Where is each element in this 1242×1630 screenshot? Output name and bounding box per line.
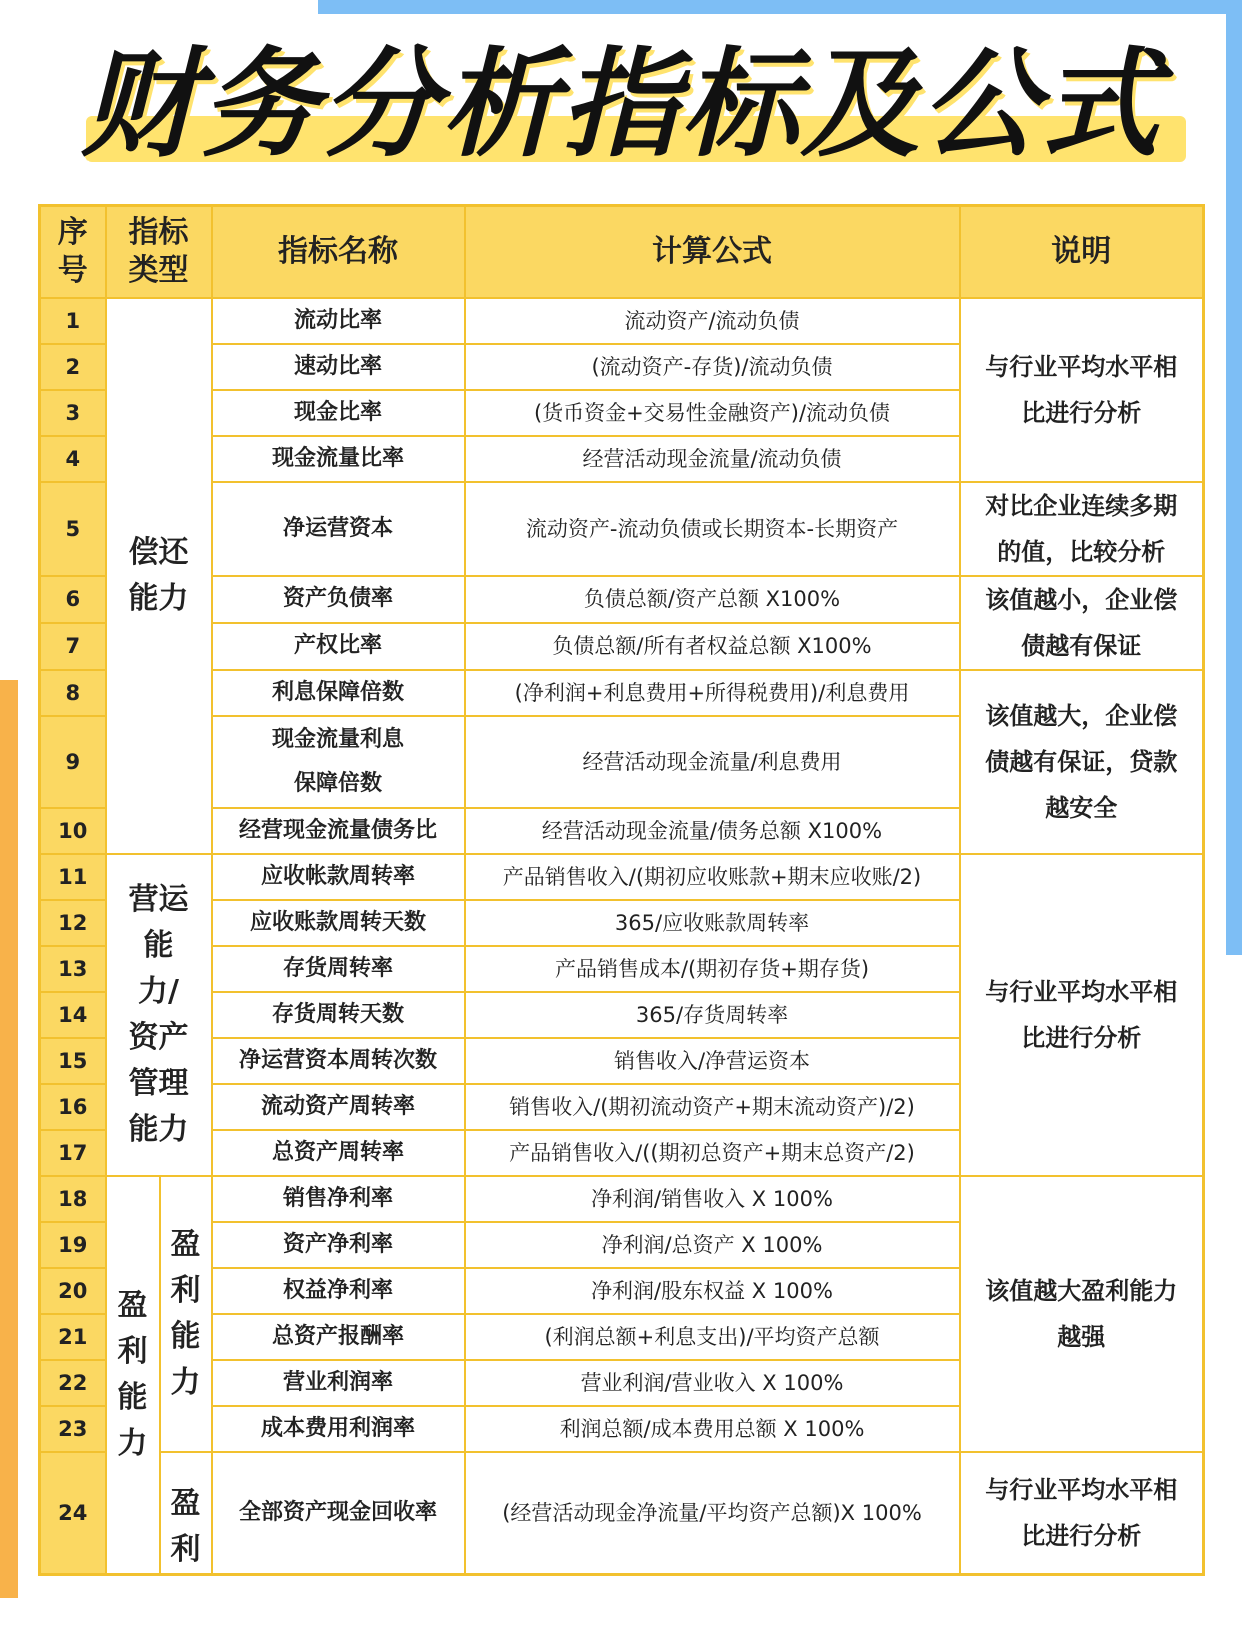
indicator-formula: 营业利润/营业收入 X 100% — [465, 1360, 960, 1406]
indicator-name: 现金流量比率 — [212, 436, 465, 482]
indicator-name: 存货周转天数 — [212, 992, 465, 1038]
category-profit-inner-2: 盈利 — [160, 1452, 212, 1575]
indicator-formula: 365/存货周转率 — [465, 992, 960, 1038]
table-row — [40, 482, 1204, 576]
table-row — [40, 298, 1204, 344]
indicator-formula: 负债总额/所有者权益总额 X100% — [465, 623, 960, 670]
table-row — [40, 670, 1204, 716]
page-title: 财务分析指标及公式 — [80, 35, 1161, 173]
row-number: 3 — [40, 390, 106, 436]
indicator-name: 净运营资本 — [212, 482, 465, 576]
row-number: 4 — [40, 436, 106, 482]
indicator-name: 流动比率 — [212, 298, 465, 344]
indicator-formula: 利润总额/成本费用总额 X 100% — [465, 1406, 960, 1452]
indicator-name: 应收账款周转天数 — [212, 900, 465, 946]
row-number: 9 — [40, 716, 106, 808]
indicator-name: 净运营资本周转次数 — [212, 1038, 465, 1084]
row-number: 10 — [40, 808, 106, 854]
indicator-name: 现金流量利息保障倍数 — [212, 716, 465, 808]
row-number: 11 — [40, 854, 106, 900]
indicator-name: 速动比率 — [212, 344, 465, 390]
decorative-orange-strip — [0, 680, 18, 1630]
row-number: 8 — [40, 670, 106, 716]
indicator-formula: 产品销售收入/((期初总资产+期末总资产/2) — [465, 1130, 960, 1176]
row-number: 15 — [40, 1038, 106, 1084]
row-number: 7 — [40, 623, 106, 670]
indicator-formula: 销售收入/(期初流动资产+期末流动资产)/2) — [465, 1084, 960, 1130]
indicator-name: 应收帐款周转率 — [212, 854, 465, 900]
description-cell: 与行业平均水平相比进行分析 — [960, 298, 1204, 482]
row-number: 14 — [40, 992, 106, 1038]
header-desc: 说明 — [960, 206, 1204, 298]
header-formula: 计算公式 — [465, 206, 960, 298]
indicator-name: 成本费用利润率 — [212, 1406, 465, 1452]
category-operation: 营运能力/资产管理能力 — [106, 854, 212, 1176]
indicator-formula: 经营活动现金流量/债务总额 X100% — [465, 808, 960, 854]
table-row — [40, 1452, 1204, 1575]
description-cell: 该值越大，企业偿债越有保证，贷款越安全 — [960, 670, 1204, 854]
row-number: 22 — [40, 1360, 106, 1406]
indicator-name: 现金比率 — [212, 390, 465, 436]
indicator-name: 营业利润率 — [212, 1360, 465, 1406]
indicator-name: 产权比率 — [212, 623, 465, 670]
indicator-formula: (净利润+利息费用+所得税费用)/利息费用 — [465, 670, 960, 716]
description-cell: 与行业平均水平相比进行分析 — [960, 854, 1204, 1176]
indicator-name: 流动资产周转率 — [212, 1084, 465, 1130]
indicator-formula: 产品销售收入/(期初应收账款+期末应收账/2) — [465, 854, 960, 900]
bottom-edge — [0, 1598, 1242, 1630]
row-number: 13 — [40, 946, 106, 992]
indicator-formula: (经营活动现金净流量/平均资产总额)X 100% — [465, 1452, 960, 1575]
category-profit-inner: 盈利能力 — [160, 1176, 212, 1452]
indicator-formula: (货币资金+交易性金融资产)/流动负债 — [465, 390, 960, 436]
indicator-formula: 经营活动现金流量/流动负债 — [465, 436, 960, 482]
title-area — [0, 28, 1242, 188]
row-number: 24 — [40, 1452, 106, 1575]
category-solvency: 偿还能力 — [106, 298, 212, 854]
row-number: 2 — [40, 344, 106, 390]
indicator-formula: 净利润/销售收入 X 100% — [465, 1176, 960, 1222]
row-number: 6 — [40, 576, 106, 623]
row-number: 16 — [40, 1084, 106, 1130]
table-row — [40, 854, 1204, 900]
row-number: 20 — [40, 1268, 106, 1314]
indicator-name: 利息保障倍数 — [212, 670, 465, 716]
indicator-formula: 流动资产/流动负债 — [465, 298, 960, 344]
header-row — [40, 206, 1204, 298]
indicator-formula: 产品销售成本/(期初存货+期存货) — [465, 946, 960, 992]
row-number: 21 — [40, 1314, 106, 1360]
indicator-formula: 负债总额/资产总额 X100% — [465, 576, 960, 623]
indicator-formula: 净利润/总资产 X 100% — [465, 1222, 960, 1268]
row-number: 5 — [40, 482, 106, 576]
indicator-formula: 流动资产-流动负债或长期资本-长期资产 — [465, 482, 960, 576]
description-cell: 与行业平均水平相比进行分析 — [960, 1452, 1204, 1575]
description-cell: 该值越小，企业偿债越有保证 — [960, 576, 1204, 670]
indicator-name: 经营现金流量债务比 — [212, 808, 465, 854]
indicator-formula: 365/应收账款周转率 — [465, 900, 960, 946]
indicator-name: 资产负债率 — [212, 576, 465, 623]
indicator-name: 权益净利率 — [212, 1268, 465, 1314]
indicator-formula: 经营活动现金流量/利息费用 — [465, 716, 960, 808]
row-number: 23 — [40, 1406, 106, 1452]
indicator-formula: 销售收入/净营运资本 — [465, 1038, 960, 1084]
header-name: 指标名称 — [212, 206, 465, 298]
row-number: 1 — [40, 298, 106, 344]
row-number: 18 — [40, 1176, 106, 1222]
description-cell: 对比企业连续多期的值，比较分析 — [960, 482, 1204, 576]
header-seq: 序号 — [40, 206, 106, 298]
table-row — [40, 1176, 1204, 1222]
indicator-name: 销售净利率 — [212, 1176, 465, 1222]
row-number: 17 — [40, 1130, 106, 1176]
indicator-formula: (流动资产-存货)/流动负债 — [465, 344, 960, 390]
header-type: 指标类型 — [106, 206, 212, 298]
indicator-name: 存货周转率 — [212, 946, 465, 992]
financial-indicator-table — [38, 204, 1205, 1576]
table-row — [40, 576, 1204, 623]
category-profit-outer: 盈利能力 — [106, 1176, 160, 1575]
indicator-name: 总资产报酬率 — [212, 1314, 465, 1360]
description-cell: 该值越大盈利能力越强 — [960, 1176, 1204, 1452]
indicator-name: 全部资产现金回收率 — [212, 1452, 465, 1575]
indicator-formula: 净利润/股东权益 X 100% — [465, 1268, 960, 1314]
indicator-name: 总资产周转率 — [212, 1130, 465, 1176]
row-number: 19 — [40, 1222, 106, 1268]
indicator-formula: (利润总额+利息支出)/平均资产总额 — [465, 1314, 960, 1360]
indicator-name: 资产净利率 — [212, 1222, 465, 1268]
row-number: 12 — [40, 900, 106, 946]
